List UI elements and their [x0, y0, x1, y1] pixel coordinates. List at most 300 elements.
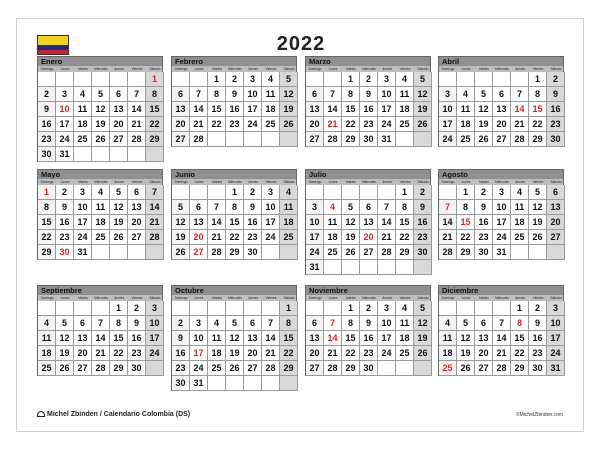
day-cell: 28: [324, 132, 342, 147]
day-cell: 17: [378, 102, 396, 117]
weekday-label: Viernes: [131, 296, 143, 300]
day-cell: 9: [128, 316, 146, 331]
day-cell: 15: [342, 102, 360, 117]
day-cell: 9: [360, 87, 378, 102]
day-cell: 1: [457, 185, 475, 200]
day-cell: 13: [547, 200, 565, 215]
month-name: Febrero: [171, 56, 297, 66]
day-cell: 14: [146, 200, 164, 215]
weekday-label: Lunes: [461, 180, 471, 184]
month-enero: [37, 56, 163, 162]
day-cell: 15: [208, 102, 226, 117]
day-cell: 1: [146, 72, 164, 87]
empty-cell: [324, 301, 342, 316]
day-cell: 4: [511, 185, 529, 200]
day-cell: 23: [56, 230, 74, 245]
weekday-label: Jueves: [247, 67, 259, 71]
day-cell: 5: [110, 185, 128, 200]
day-cell: 3: [146, 301, 164, 316]
empty-cell: [92, 301, 110, 316]
day-cell: 24: [244, 117, 262, 132]
empty-cell: [439, 301, 457, 316]
empty-cell: [38, 72, 56, 87]
day-cell: 13: [475, 331, 493, 346]
day-cell: 3: [262, 185, 280, 200]
day-cell: 16: [128, 331, 146, 346]
empty-cell: [74, 301, 92, 316]
calendar-page: [16, 18, 584, 432]
day-cell: 6: [306, 316, 324, 331]
day-grid: [305, 301, 431, 376]
day-cell: 8: [226, 200, 244, 215]
day-cell: 27: [547, 230, 565, 245]
day-cell: 10: [262, 200, 280, 215]
day-cell: 11: [208, 331, 226, 346]
day-cell: 25: [396, 346, 414, 361]
day-cell: 8: [38, 200, 56, 215]
day-cell: 16: [56, 215, 74, 230]
empty-cell: [439, 185, 457, 200]
day-cell: 14: [324, 331, 342, 346]
day-cell: 22: [280, 346, 298, 361]
weekday-label: Jueves: [113, 67, 125, 71]
empty-cell: [244, 376, 262, 391]
day-cell: 6: [360, 200, 378, 215]
weekday-label: Sábado: [283, 296, 295, 300]
weekday-label: Domingo: [174, 296, 188, 300]
day-cell: 24: [74, 230, 92, 245]
day-cell: 16: [547, 102, 565, 117]
empty-cell: [110, 72, 128, 87]
empty-cell: [360, 260, 378, 275]
month-name: Diciembre: [438, 285, 564, 295]
empty-cell: [92, 72, 110, 87]
day-cell: 3: [244, 72, 262, 87]
weekday-label: Viernes: [265, 67, 277, 71]
day-cell: 31: [56, 147, 74, 162]
day-cell: 6: [74, 316, 92, 331]
day-cell: 6: [547, 185, 565, 200]
day-cell: 2: [529, 301, 547, 316]
day-cell: 31: [493, 245, 511, 260]
day-cell: 23: [547, 117, 565, 132]
day-cell: 1: [529, 72, 547, 87]
day-cell: 15: [38, 215, 56, 230]
day-cell: 16: [244, 215, 262, 230]
empty-cell: [56, 301, 74, 316]
empty-cell: [208, 376, 226, 391]
day-cell: 29: [396, 245, 414, 260]
day-cell: 21: [439, 230, 457, 245]
weekday-label: Viernes: [131, 67, 143, 71]
day-cell: 28: [190, 132, 208, 147]
day-cell: 7: [208, 200, 226, 215]
day-cell: 12: [172, 215, 190, 230]
empty-cell: [414, 132, 432, 147]
day-cell: 20: [306, 117, 324, 132]
day-cell: 19: [414, 102, 432, 117]
weekday-label: Viernes: [532, 180, 544, 184]
empty-cell: [378, 361, 396, 376]
day-cell: 1: [226, 185, 244, 200]
weekday-label: Martes: [346, 180, 356, 184]
weekday-label: Martes: [479, 296, 489, 300]
empty-cell: [92, 147, 110, 162]
day-cell: 19: [56, 346, 74, 361]
day-cell: 20: [172, 117, 190, 132]
day-cell: 21: [324, 346, 342, 361]
day-cell: 8: [457, 200, 475, 215]
weekday-label: Miércoles: [228, 67, 242, 71]
day-cell: 7: [190, 87, 208, 102]
day-cell: 6: [244, 316, 262, 331]
day-cell: 21: [190, 117, 208, 132]
day-cell: 27: [128, 230, 146, 245]
day-cell: 31: [547, 361, 565, 376]
day-cell: 2: [38, 87, 56, 102]
day-cell: 5: [172, 200, 190, 215]
day-cell: 26: [414, 117, 432, 132]
weekday-label: Viernes: [265, 180, 277, 184]
day-cell: 24: [146, 346, 164, 361]
day-cell: 12: [226, 331, 244, 346]
day-cell: 1: [342, 72, 360, 87]
month-mayo: [37, 169, 163, 260]
day-cell: 26: [342, 245, 360, 260]
day-cell: 11: [439, 331, 457, 346]
day-cell: 27: [244, 361, 262, 376]
day-cell: 21: [208, 230, 226, 245]
day-cell: 18: [457, 117, 475, 132]
day-cell: 3: [378, 301, 396, 316]
day-cell: 10: [190, 331, 208, 346]
day-cell: 30: [244, 245, 262, 260]
weekday-label: Miércoles: [94, 67, 108, 71]
empty-cell: [439, 72, 457, 87]
day-cell: 5: [414, 72, 432, 87]
month-name: Junio: [171, 169, 297, 179]
day-cell: 8: [511, 316, 529, 331]
day-cell: 14: [262, 331, 280, 346]
day-cell: 21: [128, 117, 146, 132]
day-cell: 31: [74, 245, 92, 260]
day-cell: 11: [38, 331, 56, 346]
day-cell: 3: [378, 72, 396, 87]
day-cell: 13: [360, 215, 378, 230]
day-cell: 22: [226, 230, 244, 245]
empty-cell: [262, 245, 280, 260]
weekday-label: Lunes: [328, 180, 338, 184]
empty-cell: [190, 185, 208, 200]
weekday-label: Lunes: [194, 67, 204, 71]
day-cell: 14: [511, 102, 529, 117]
day-cell: 9: [360, 316, 378, 331]
day-cell: 20: [360, 230, 378, 245]
day-cell: 7: [262, 316, 280, 331]
weekday-label: Domingo: [174, 180, 188, 184]
day-cell: 9: [226, 87, 244, 102]
month-abril: [438, 56, 564, 147]
weekday-label: Martes: [78, 67, 88, 71]
day-cell: 6: [493, 87, 511, 102]
day-cell: 21: [378, 230, 396, 245]
empty-cell: [280, 376, 298, 391]
day-cell: 30: [172, 376, 190, 391]
weekday-label: Martes: [78, 296, 88, 300]
weekday-label: Miércoles: [495, 67, 509, 71]
day-cell: 19: [226, 346, 244, 361]
weekday-label: Viernes: [532, 67, 544, 71]
day-cell: 29: [457, 245, 475, 260]
empty-cell: [324, 72, 342, 87]
day-cell: 16: [475, 215, 493, 230]
day-cell: 19: [172, 230, 190, 245]
empty-cell: [529, 245, 547, 260]
day-cell: 24: [262, 230, 280, 245]
day-cell: 30: [360, 361, 378, 376]
day-cell: 15: [529, 102, 547, 117]
month-name: Marzo: [305, 56, 431, 66]
day-cell: 9: [38, 102, 56, 117]
day-cell: 7: [324, 87, 342, 102]
day-cell: 31: [378, 132, 396, 147]
empty-cell: [262, 376, 280, 391]
day-cell: 24: [190, 361, 208, 376]
year-title: 2022: [276, 33, 326, 55]
empty-cell: [262, 132, 280, 147]
day-cell: 18: [396, 102, 414, 117]
day-cell: 18: [74, 117, 92, 132]
day-cell: 14: [378, 215, 396, 230]
day-cell: 1: [342, 301, 360, 316]
day-cell: 14: [92, 331, 110, 346]
empty-cell: [38, 301, 56, 316]
day-cell: 5: [414, 301, 432, 316]
day-cell: 14: [128, 102, 146, 117]
empty-cell: [226, 376, 244, 391]
day-cell: 23: [226, 117, 244, 132]
day-cell: 12: [92, 102, 110, 117]
day-cell: 27: [172, 132, 190, 147]
day-cell: 2: [172, 316, 190, 331]
day-cell: 21: [511, 117, 529, 132]
day-cell: 25: [324, 245, 342, 260]
day-cell: 23: [414, 230, 432, 245]
empty-cell: [110, 245, 128, 260]
day-cell: 4: [208, 316, 226, 331]
day-cell: 19: [342, 230, 360, 245]
day-cell: 11: [511, 200, 529, 215]
day-cell: 15: [342, 331, 360, 346]
day-cell: 14: [324, 102, 342, 117]
empty-cell: [378, 185, 396, 200]
day-cell: 20: [244, 346, 262, 361]
day-cell: 22: [396, 230, 414, 245]
day-cell: 18: [280, 215, 298, 230]
weekday-label: Sábado: [283, 67, 295, 71]
day-grid: [37, 301, 163, 376]
day-cell: 22: [146, 117, 164, 132]
empty-cell: [414, 361, 432, 376]
day-cell: 19: [110, 215, 128, 230]
day-cell: 9: [56, 200, 74, 215]
day-cell: 6: [172, 87, 190, 102]
day-cell: 10: [493, 200, 511, 215]
day-cell: 12: [457, 331, 475, 346]
day-cell: 2: [547, 72, 565, 87]
day-cell: 27: [306, 132, 324, 147]
day-cell: 13: [190, 215, 208, 230]
day-cell: 9: [244, 200, 262, 215]
day-cell: 12: [475, 102, 493, 117]
weekday-label: Sábado: [417, 180, 429, 184]
day-cell: 27: [306, 361, 324, 376]
copyright-icon: [37, 411, 45, 417]
day-cell: 26: [110, 230, 128, 245]
day-cell: 10: [56, 102, 74, 117]
day-cell: 27: [493, 132, 511, 147]
day-cell: 20: [190, 230, 208, 245]
day-cell: 5: [529, 185, 547, 200]
day-cell: 13: [306, 331, 324, 346]
day-cell: 4: [439, 316, 457, 331]
weekday-label: Martes: [212, 67, 222, 71]
day-cell: 10: [74, 200, 92, 215]
empty-cell: [457, 301, 475, 316]
empty-cell: [262, 301, 280, 316]
day-cell: 12: [414, 87, 432, 102]
day-cell: 15: [280, 331, 298, 346]
day-cell: 3: [439, 87, 457, 102]
day-cell: 24: [493, 230, 511, 245]
day-cell: 10: [306, 215, 324, 230]
day-cell: 28: [208, 245, 226, 260]
footer-credit: [37, 411, 190, 418]
weekday-label: Sábado: [550, 296, 562, 300]
empty-cell: [172, 72, 190, 87]
day-cell: 22: [529, 117, 547, 132]
day-cell: 17: [262, 215, 280, 230]
day-cell: 26: [226, 361, 244, 376]
empty-cell: [414, 260, 432, 275]
empty-cell: [475, 72, 493, 87]
day-cell: 10: [547, 316, 565, 331]
empty-cell: [342, 260, 360, 275]
day-cell: 22: [208, 117, 226, 132]
weekday-label: Miércoles: [228, 180, 242, 184]
day-cell: 7: [378, 200, 396, 215]
day-cell: 1: [208, 72, 226, 87]
day-cell: 27: [190, 245, 208, 260]
empty-cell: [280, 132, 298, 147]
day-cell: 15: [146, 102, 164, 117]
day-cell: 5: [475, 87, 493, 102]
weekday-label: Martes: [346, 67, 356, 71]
weekday-label: Sábado: [550, 180, 562, 184]
empty-cell: [280, 245, 298, 260]
day-cell: 11: [324, 215, 342, 230]
empty-cell: [342, 185, 360, 200]
weekday-label: Domingo: [40, 67, 54, 71]
day-cell: 30: [56, 245, 74, 260]
day-cell: 1: [280, 301, 298, 316]
day-cell: 20: [547, 215, 565, 230]
day-grid: [171, 301, 297, 391]
day-cell: 18: [92, 215, 110, 230]
day-cell: 29: [110, 361, 128, 376]
empty-cell: [146, 245, 164, 260]
weekday-label: Lunes: [60, 296, 70, 300]
day-cell: 30: [360, 132, 378, 147]
empty-cell: [396, 361, 414, 376]
day-cell: 28: [262, 361, 280, 376]
day-cell: 8: [208, 87, 226, 102]
day-cell: 17: [244, 102, 262, 117]
day-cell: 16: [172, 346, 190, 361]
day-cell: 28: [439, 245, 457, 260]
weekday-label: Sábado: [417, 67, 429, 71]
day-cell: 16: [38, 117, 56, 132]
day-cell: 8: [146, 87, 164, 102]
empty-cell: [493, 72, 511, 87]
empty-cell: [128, 245, 146, 260]
day-cell: 25: [511, 230, 529, 245]
day-cell: 16: [360, 331, 378, 346]
day-cell: 23: [38, 132, 56, 147]
day-cell: 23: [172, 361, 190, 376]
month-name: Julio: [305, 169, 431, 179]
day-cell: 11: [280, 200, 298, 215]
day-cell: 21: [324, 117, 342, 132]
day-cell: 5: [226, 316, 244, 331]
day-grid: [305, 72, 431, 147]
day-cell: 14: [439, 215, 457, 230]
day-cell: 27: [74, 361, 92, 376]
day-grid: [438, 301, 564, 376]
day-cell: 23: [529, 346, 547, 361]
day-cell: 13: [172, 102, 190, 117]
day-cell: 5: [280, 72, 298, 87]
empty-cell: [128, 147, 146, 162]
weekday-label: Domingo: [441, 67, 455, 71]
day-cell: 21: [262, 346, 280, 361]
weekday-label: Lunes: [194, 296, 204, 300]
day-cell: 19: [475, 117, 493, 132]
month-octubre: [171, 285, 297, 391]
weekday-label: Domingo: [40, 296, 54, 300]
day-cell: 1: [396, 185, 414, 200]
day-cell: 22: [511, 346, 529, 361]
day-cell: 15: [226, 215, 244, 230]
day-cell: 19: [280, 102, 298, 117]
day-cell: 23: [128, 346, 146, 361]
day-cell: 28: [146, 230, 164, 245]
weekday-label: Miércoles: [228, 296, 242, 300]
weekday-label: Jueves: [514, 67, 526, 71]
day-cell: 18: [439, 346, 457, 361]
empty-cell: [378, 260, 396, 275]
weekday-label: Jueves: [514, 296, 526, 300]
day-cell: 15: [457, 215, 475, 230]
weekday-label: Domingo: [308, 180, 322, 184]
weekday-label: Martes: [479, 67, 489, 71]
day-cell: 4: [38, 316, 56, 331]
month-name: Abril: [438, 56, 564, 66]
day-grid: [438, 72, 564, 147]
weekday-label: Jueves: [247, 296, 259, 300]
weekday-label: Lunes: [328, 296, 338, 300]
day-cell: 25: [262, 117, 280, 132]
